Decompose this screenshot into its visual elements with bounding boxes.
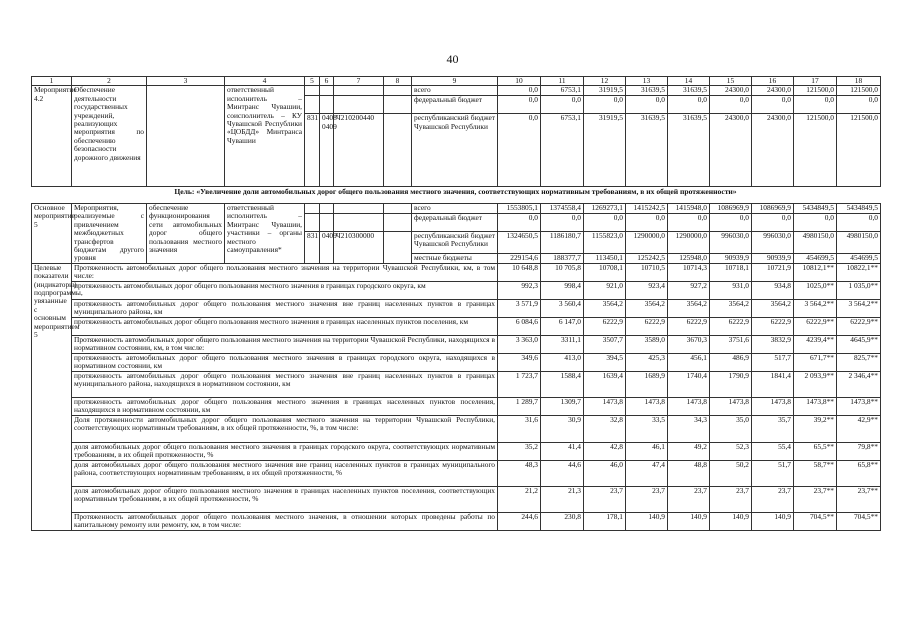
value-cell: 125242,5 [626,253,668,263]
code-type-cell [384,232,412,264]
program-table-main [31,203,881,531]
value-cell: 454699,5 [837,253,881,263]
header-cell: 11 [541,77,584,86]
indicator-value-cell: 35,7 [752,415,794,442]
code-target-cell: Ч210200440 [334,114,384,187]
indicator-text-cell: протяженность автомобильных дорог общего пользования местного значения вне границ населенных пунктов в границах муниципального района, км [72,299,498,317]
header-cell: 16 [752,77,794,86]
indicator-text-cell: протяженность автомобильных дорог общего пользования местного значения в границах городского округа, находящихся в нормативном состоянии, км [72,353,498,371]
header-cell: 8 [384,77,412,86]
indicator-row [32,512,881,530]
indicator-row [32,353,881,371]
event-description-cell: Обеспечение деятельности государственных учреждений, реализующих мероприятия по обеспечению безопасности дорожного движения [72,86,147,187]
indicator-value-cell: 1639,4 [584,371,626,397]
indicator-value-cell: 65,8** [837,460,881,486]
indicator-value-cell: 23,7 [668,486,710,512]
value-cell: 121500,0 [794,114,837,187]
funding-source-cell: федеральный бюджет [412,214,498,232]
indicator-value-cell: 3 560,4 [541,299,584,317]
indicator-value-cell: 413,0 [541,353,584,371]
value-cell: 4980150,0 [794,232,837,254]
header-cell: 12 [584,77,626,86]
indicator-value-cell: 3564,2 [584,299,626,317]
indicator-value-cell: 3507,7 [584,335,626,353]
indicator-value-cell: 3 363,0 [498,335,541,353]
value-cell: 229154,6 [498,253,541,263]
indicator-value-cell: 456,1 [668,353,710,371]
indicator-value-cell: 4239,4** [794,335,837,353]
indicator-text-cell: доля автомобильных дорог общего пользования местного значения в границах населенных пунктов поселения, соответствующих нормативным требованиям, в их общей протяженности, % [72,486,498,512]
indicator-text-cell: протяженность автомобильных дорог общего пользования местного значения в границах населенных пунктов поселения, находящихся в нормативном состоянии, км [72,397,498,415]
value-cell: 0,0 [710,96,752,114]
header-cell: 9 [412,77,498,86]
indicator-value-cell: 1689,9 [626,371,668,397]
indicator-value-cell: 6222,9** [837,317,881,335]
value-cell: 1290000,0 [626,232,668,254]
header-cell: 15 [710,77,752,86]
event-name-cell: Основное мероприятие 5 [32,204,72,264]
value-cell: 6753,1 [541,86,584,96]
value-cell: 1269273,1 [584,204,626,214]
page-number: 40 [446,52,459,66]
indicator-value-cell: 10 648,8 [498,263,541,281]
indicator-value-cell: 34,3 [668,415,710,442]
indicator-value-cell: 934,8 [752,281,794,299]
indicator-value-cell: 704,5** [837,512,881,530]
funding-source-cell: республиканский бюджет Чувашской Республики [412,232,498,254]
code-target-cell: Ч210300000 [334,232,384,264]
value-cell: 1374558,4 [541,204,584,214]
indicator-value-cell: 3311,1 [541,335,584,353]
indicator-value-cell: 6222,9 [752,317,794,335]
indicator-value-cell: 3751,6 [710,335,752,353]
value-cell: 6753,1 [541,114,584,187]
value-cell: 1155823,0 [584,232,626,254]
indicator-row [32,460,881,486]
executor-cell: ответственный исполнитель – Минтранс Чувашии, соисполнитель – КУ Чувашской Республики «ЦОБДД» Минтранса Чувашии [225,86,305,187]
value-cell: 4980150,0 [837,232,881,254]
indicator-value-cell: 10822,1** [837,263,881,281]
indicator-value-cell: 49,2 [668,442,710,460]
indicator-value-cell: 517,7 [752,353,794,371]
header-cell: 17 [794,77,837,86]
indicator-value-cell: 32,8 [584,415,626,442]
indicator-value-cell: 3 571,9 [498,299,541,317]
indicator-value-cell: 23,7 [626,486,668,512]
indicator-value-cell: 3589,0 [626,335,668,353]
funding-source-cell: всего [412,86,498,96]
code-type-cell [384,86,412,96]
value-cell: 0,0 [498,114,541,187]
indicator-row [32,415,881,442]
indicator-value-cell: 10718,1 [710,263,752,281]
indicator-value-cell: 1473,8** [837,397,881,415]
indicator-value-cell: 140,9 [752,512,794,530]
header-cell: 1 [32,77,72,86]
indicator-value-cell: 6222,9** [794,317,837,335]
indicator-value-cell: 35,0 [710,415,752,442]
value-cell: 1186180,7 [541,232,584,254]
code-grbs-cell [305,214,320,232]
indicator-row [32,335,881,353]
event-purpose-cell: обеспечение функционирования сети автомобильных дорог общего пользования местного значения [147,204,225,264]
value-cell: 31639,5 [626,86,668,96]
indicator-value-cell: 1473,8 [752,397,794,415]
code-section-cell [320,96,334,114]
indicator-value-cell: 48,3 [498,460,541,486]
indicator-value-cell: 6 147,0 [541,317,584,335]
indicator-text-cell: протяженность автомобильных дорог общего пользования местного значения вне границ населенных пунктов в границах муниципального района, находящихся в нормативном состоянии, км [72,371,498,397]
code-section-cell: 0408 0409 [320,114,334,187]
value-cell: 1415242,5 [626,204,668,214]
indicator-value-cell: 1309,7 [541,397,584,415]
indicator-value-cell: 3832,9 [752,335,794,353]
value-cell: 24300,0 [752,86,794,96]
indicator-text-cell: доля автомобильных дорог общего пользования местного значения вне границ населенных пунктов в границах муниципального района, соответствующих нормативным требованиям, в их общей протяженности, % [72,460,498,486]
header-cell: 3 [147,77,225,86]
indicator-value-cell: 47,4 [626,460,668,486]
code-section-cell: 0409 [320,232,334,264]
indicator-value-cell: 3564,2 [752,299,794,317]
value-cell: 113450,1 [584,253,626,263]
code-section-cell [320,86,334,96]
indicator-value-cell: 10812,1** [794,263,837,281]
indicator-value-cell: 992,3 [498,281,541,299]
indicator-value-cell: 1 289,7 [498,397,541,415]
value-cell: 121500,0 [794,86,837,96]
value-cell: 1415948,0 [668,204,710,214]
value-cell: 0,0 [541,96,584,114]
value-cell: 121500,0 [837,114,881,187]
indicator-value-cell: 10 705,8 [541,263,584,281]
value-cell: 188377,7 [541,253,584,263]
header-cell: 7 [334,77,384,86]
value-cell: 31639,5 [668,114,710,187]
code-target-cell [334,214,384,232]
indicator-value-cell: 1473,8** [794,397,837,415]
code-section-cell [320,214,334,232]
value-cell: 24300,0 [710,114,752,187]
indicator-value-cell: 65,5** [794,442,837,460]
indicator-row [32,299,881,317]
value-cell: 0,0 [668,96,710,114]
indicator-value-cell: 1473,8 [710,397,752,415]
code-type-cell [384,114,412,187]
indicator-value-cell: 486,9 [710,353,752,371]
indicator-value-cell: 23,7** [794,486,837,512]
indicator-value-cell: 23,7 [584,486,626,512]
indicator-value-cell: 2 093,9** [794,371,837,397]
indicator-value-cell: 230,8 [541,512,584,530]
value-cell: 0,0 [626,214,668,232]
value-cell: 996030,0 [710,232,752,254]
indicator-row [32,442,881,460]
code-target-cell [334,86,384,96]
value-cell: 0,0 [541,214,584,232]
indicator-value-cell: 10710,5 [626,263,668,281]
indicator-value-cell: 923,4 [626,281,668,299]
indicator-value-cell: 50,2 [710,460,752,486]
indicator-row [32,486,881,512]
indicator-value-cell: 1841,4 [752,371,794,397]
indicator-value-cell: 178,1 [584,512,626,530]
indicator-value-cell: 42,9** [837,415,881,442]
indicator-value-cell: 825,7** [837,353,881,371]
indicator-row [32,317,881,335]
indicator-value-cell: 927,2 [668,281,710,299]
indicator-value-cell: 6222,9 [668,317,710,335]
indicator-text-cell: протяженность автомобильных дорог общего пользования местного значения в границах населенных пунктов поселения, км [72,317,498,335]
indicator-value-cell: 671,7** [794,353,837,371]
indicator-row [32,263,881,281]
indicator-value-cell: 51,7 [752,460,794,486]
value-cell: 1290000,0 [668,232,710,254]
indicator-value-cell: 44,6 [541,460,584,486]
indicator-value-cell: 3564,2 [626,299,668,317]
value-cell: 0,0 [794,96,837,114]
indicator-value-cell: 6222,9 [626,317,668,335]
header-cell: 6 [320,77,334,86]
indicator-value-cell: 1473,8 [626,397,668,415]
indicator-value-cell: 10714,3 [668,263,710,281]
indicator-value-cell: 6222,9 [584,317,626,335]
code-grbs-cell: 831 [305,114,320,187]
value-cell: 0,0 [752,214,794,232]
indicator-value-cell: 140,9 [626,512,668,530]
indicator-value-cell: 55,4 [752,442,794,460]
value-cell: 1553805,1 [498,204,541,214]
funding-source-cell: республиканский бюджет Чувашской Республики [412,114,498,187]
code-type-cell [384,204,412,214]
code-target-cell [334,96,384,114]
value-cell: 90939,9 [752,253,794,263]
indicator-text-cell: доля автомобильных дорог общего пользования местного значения в границах городского округа, соответствующих нормативным требованиям, в их общей протяженности, % [72,442,498,460]
indicator-value-cell: 3564,2 [668,299,710,317]
value-cell: 31639,5 [668,86,710,96]
code-grbs-cell [305,96,320,114]
indicators-label-cell: Целевые показатели (индикаторы) подпрограммы, увязанные с основным мероприятием 5 [32,263,72,530]
header-cell: 18 [837,77,881,86]
value-cell: 0,0 [794,214,837,232]
indicator-value-cell: 42,8 [584,442,626,460]
code-type-cell [384,214,412,232]
indicator-text-cell: Протяженность автомобильных дорог общего пользования местного значения на территории Чувашской Республики, находящихся в нормативном состоянии, км, в том числе: [72,335,498,353]
value-cell: 1324650,5 [498,232,541,254]
indicator-row [32,397,881,415]
value-cell: 0,0 [498,96,541,114]
indicator-value-cell: 10721,9 [752,263,794,281]
value-cell: 31639,5 [626,114,668,187]
funding-source-cell: федеральный бюджет [412,96,498,114]
value-cell: 454699,5 [794,253,837,263]
indicator-value-cell: 30,9 [541,415,584,442]
value-cell: 0,0 [668,214,710,232]
header-cell: 2 [72,77,147,86]
indicator-value-cell: 79,8** [837,442,881,460]
indicator-value-cell: 931,0 [710,281,752,299]
indicator-value-cell: 349,6 [498,353,541,371]
header-cell: 10 [498,77,541,86]
value-cell: 125948,0 [668,253,710,263]
event-purpose-cell [147,86,225,187]
indicator-value-cell: 3564,2 [710,299,752,317]
indicator-value-cell: 394,5 [584,353,626,371]
value-cell: 0,0 [837,214,881,232]
indicator-value-cell: 23,7 [752,486,794,512]
value-cell: 0,0 [584,96,626,114]
indicator-value-cell: 1588,4 [541,371,584,397]
indicator-value-cell: 1473,8 [668,397,710,415]
indicator-value-cell: 1740,4 [668,371,710,397]
value-cell: 5434849,5 [837,204,881,214]
code-section-cell [320,204,334,214]
indicator-value-cell: 1 723,7 [498,371,541,397]
value-cell: 0,0 [498,86,541,96]
value-cell: 1086969,9 [710,204,752,214]
indicator-value-cell: 425,3 [626,353,668,371]
indicator-text-cell: Доля протяженности автомобильных дорог общего пользования местного значения на территории Чувашской Республики, соответствующих нормативным требованиям, в их общей протяженности, %, в том числе: [72,415,498,442]
indicator-value-cell: 58,7** [794,460,837,486]
event-description-cell: Мероприятия, реализуемые с привлечением межбюджетных трансфертов бюджетам другого уровня [72,204,147,264]
value-cell: 121500,0 [837,86,881,96]
indicator-value-cell: 2 346,4** [837,371,881,397]
indicator-value-cell: 998,4 [541,281,584,299]
table-row [32,204,881,214]
value-cell: 0,0 [752,96,794,114]
goal-heading: Цель: «Увеличение доли автомобильных дорог общего пользования местного значения, соответствующих нормативным требованиям, в их общей протяженности» [174,187,737,196]
indicator-value-cell: 21,3 [541,486,584,512]
funding-source-cell: всего [412,204,498,214]
value-cell: 0,0 [498,214,541,232]
indicator-value-cell: 244,6 [498,512,541,530]
indicator-value-cell: 46,1 [626,442,668,460]
indicator-text-cell: Протяженность автомобильных дорог общего пользования местного значения на территории Чувашской Республики, км, в том числе: [72,263,498,281]
value-cell: 24300,0 [752,114,794,187]
indicator-value-cell: 21,2 [498,486,541,512]
indicator-value-cell: 1790,9 [710,371,752,397]
value-cell: 996030,0 [752,232,794,254]
indicator-value-cell: 52,3 [710,442,752,460]
value-cell: 90939,9 [710,253,752,263]
value-cell: 0,0 [626,96,668,114]
funding-source-cell: местные бюджеты [412,253,498,263]
indicator-value-cell: 3 564,2** [794,299,837,317]
indicator-value-cell: 6 084,6 [498,317,541,335]
indicator-value-cell: 23,7** [837,486,881,512]
executor-cell: ответственный исполнитель – Минтранс Чувашии, участники – органы местного самоуправления* [225,204,305,264]
program-table-top [31,76,881,187]
indicator-value-cell: 48,8 [668,460,710,486]
indicator-value-cell: 33,5 [626,415,668,442]
event-name-cell: Мероприятие 4.2 [32,86,72,187]
value-cell: 31919,5 [584,114,626,187]
indicator-value-cell: 46,0 [584,460,626,486]
indicator-value-cell: 6222,9 [710,317,752,335]
indicator-value-cell: 31,6 [498,415,541,442]
indicator-value-cell: 41,4 [541,442,584,460]
code-target-cell [334,204,384,214]
indicator-value-cell: 1473,8 [584,397,626,415]
value-cell: 1086969,9 [752,204,794,214]
indicator-value-cell: 23,7 [710,486,752,512]
indicator-value-cell: 35,2 [498,442,541,460]
indicator-text-cell: протяженность автомобильных дорог общего пользования местного значения в границах городского округа, км [72,281,498,299]
indicator-value-cell: 140,9 [668,512,710,530]
value-cell: 5434849,5 [794,204,837,214]
header-cell: 13 [626,77,668,86]
table-row [32,86,881,96]
value-cell: 24300,0 [710,86,752,96]
header-cell: 4 [225,77,305,86]
indicator-value-cell: 3670,3 [668,335,710,353]
indicator-value-cell: 4645,9** [837,335,881,353]
indicator-value-cell: 1 035,0** [837,281,881,299]
header-cell: 5 [305,77,320,86]
indicator-value-cell: 10708,1 [584,263,626,281]
indicator-value-cell: 921,0 [584,281,626,299]
indicator-value-cell: 1025,0** [794,281,837,299]
indicator-row [32,281,881,299]
code-grbs-cell: 831 [305,232,320,264]
value-cell: 0,0 [837,96,881,114]
indicator-value-cell: 3 564,2** [837,299,881,317]
code-type-cell [384,96,412,114]
indicator-value-cell: 39,2** [794,415,837,442]
value-cell: 31919,5 [584,86,626,96]
header-cell: 14 [668,77,710,86]
indicator-value-cell: 140,9 [710,512,752,530]
indicator-text-cell: Протяженность автомобильных дорог общего пользования местного значения, в отношении которых проведены работы по капитальному ремонту или ремонту, км, в том числе: [72,512,498,530]
value-cell: 0,0 [710,214,752,232]
value-cell: 0,0 [584,214,626,232]
code-grbs-cell [305,204,320,214]
header-row [32,77,881,86]
indicator-value-cell: 704,5** [794,512,837,530]
indicator-row [32,371,881,397]
code-grbs-cell [305,86,320,96]
